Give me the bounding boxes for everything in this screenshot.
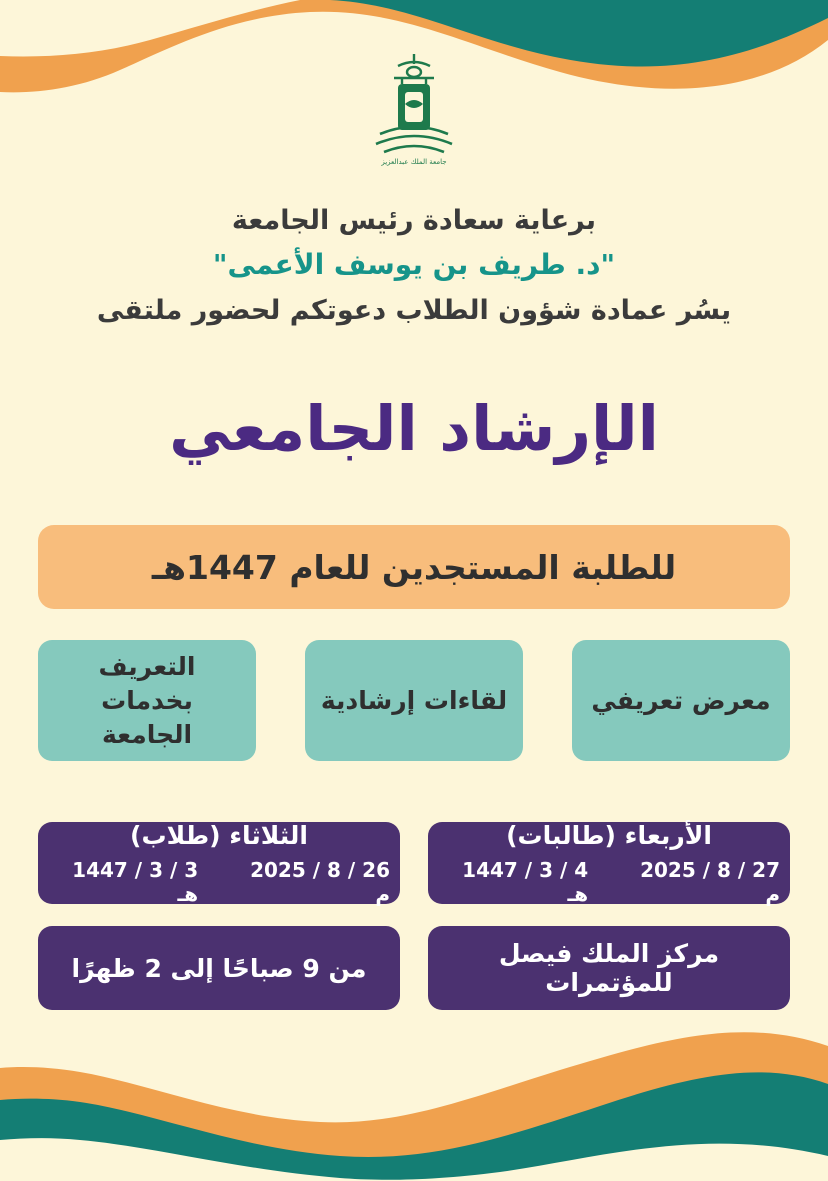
- session-time-label: من 9 صباحًا إلى 2 ظهرًا: [71, 953, 367, 983]
- session-venue-box: [428, 926, 790, 1010]
- subtitle-banner-label: للطلبة المستجدين للعام 1447هـ: [151, 547, 677, 587]
- patronage-line: برعاية سعادة رئيس الجامعة: [231, 205, 597, 236]
- feature-card-services-label: التعريف بخدمات الجامعة: [98, 652, 196, 749]
- session-date-wednesday-gregorian: 27 / 8 / 2025 م: [640, 857, 780, 906]
- session-venue-label: مركز الملك فيصل للمؤتمرات: [498, 939, 720, 997]
- svg-text:جامعة الملك عبدالعزيز: جامعة الملك عبدالعزيز: [381, 158, 447, 166]
- features-row: [38, 640, 790, 761]
- session-details-row: [38, 926, 790, 1010]
- intro-text-block: [0, 205, 828, 326]
- session-dates-row: [38, 822, 790, 904]
- invitation-line: يسُر عمادة شؤون الطلاب دعوتكم لحضور ملتقى: [96, 295, 732, 326]
- subtitle-banner: [38, 525, 790, 609]
- feature-card-meetings-label: لقاءات إرشادية: [320, 685, 508, 715]
- session-date-wednesday-hijri: 4 / 3 / 1447 هـ: [462, 857, 589, 906]
- session-date-tuesday-day: الثلاثاء (طلاب): [130, 820, 308, 850]
- session-time-box: [38, 926, 400, 1010]
- logo-container: [0, 48, 828, 170]
- president-name: "د. طريف بن يوسف الأعمى": [212, 248, 616, 281]
- page-title: الإرشاد الجامعي: [169, 392, 659, 465]
- king-abdulaziz-university-logo-icon: [358, 48, 470, 170]
- session-date-tuesday-gregorian: 26 / 8 / 2025 م: [250, 857, 390, 906]
- session-date-wednesday-day: الأربعاء (طالبات): [506, 820, 712, 850]
- feature-card-services: [38, 640, 256, 761]
- session-date-wednesday: [428, 822, 790, 904]
- feature-card-exhibition-label: معرض تعريفي: [591, 685, 771, 715]
- session-date-tuesday: [38, 822, 400, 904]
- feature-card-exhibition: [572, 640, 790, 761]
- feature-card-meetings: [305, 640, 523, 761]
- session-date-tuesday-hijri: 3 / 3 / 1447 هـ: [72, 857, 199, 906]
- bottom-wave-decoration: [0, 1006, 828, 1181]
